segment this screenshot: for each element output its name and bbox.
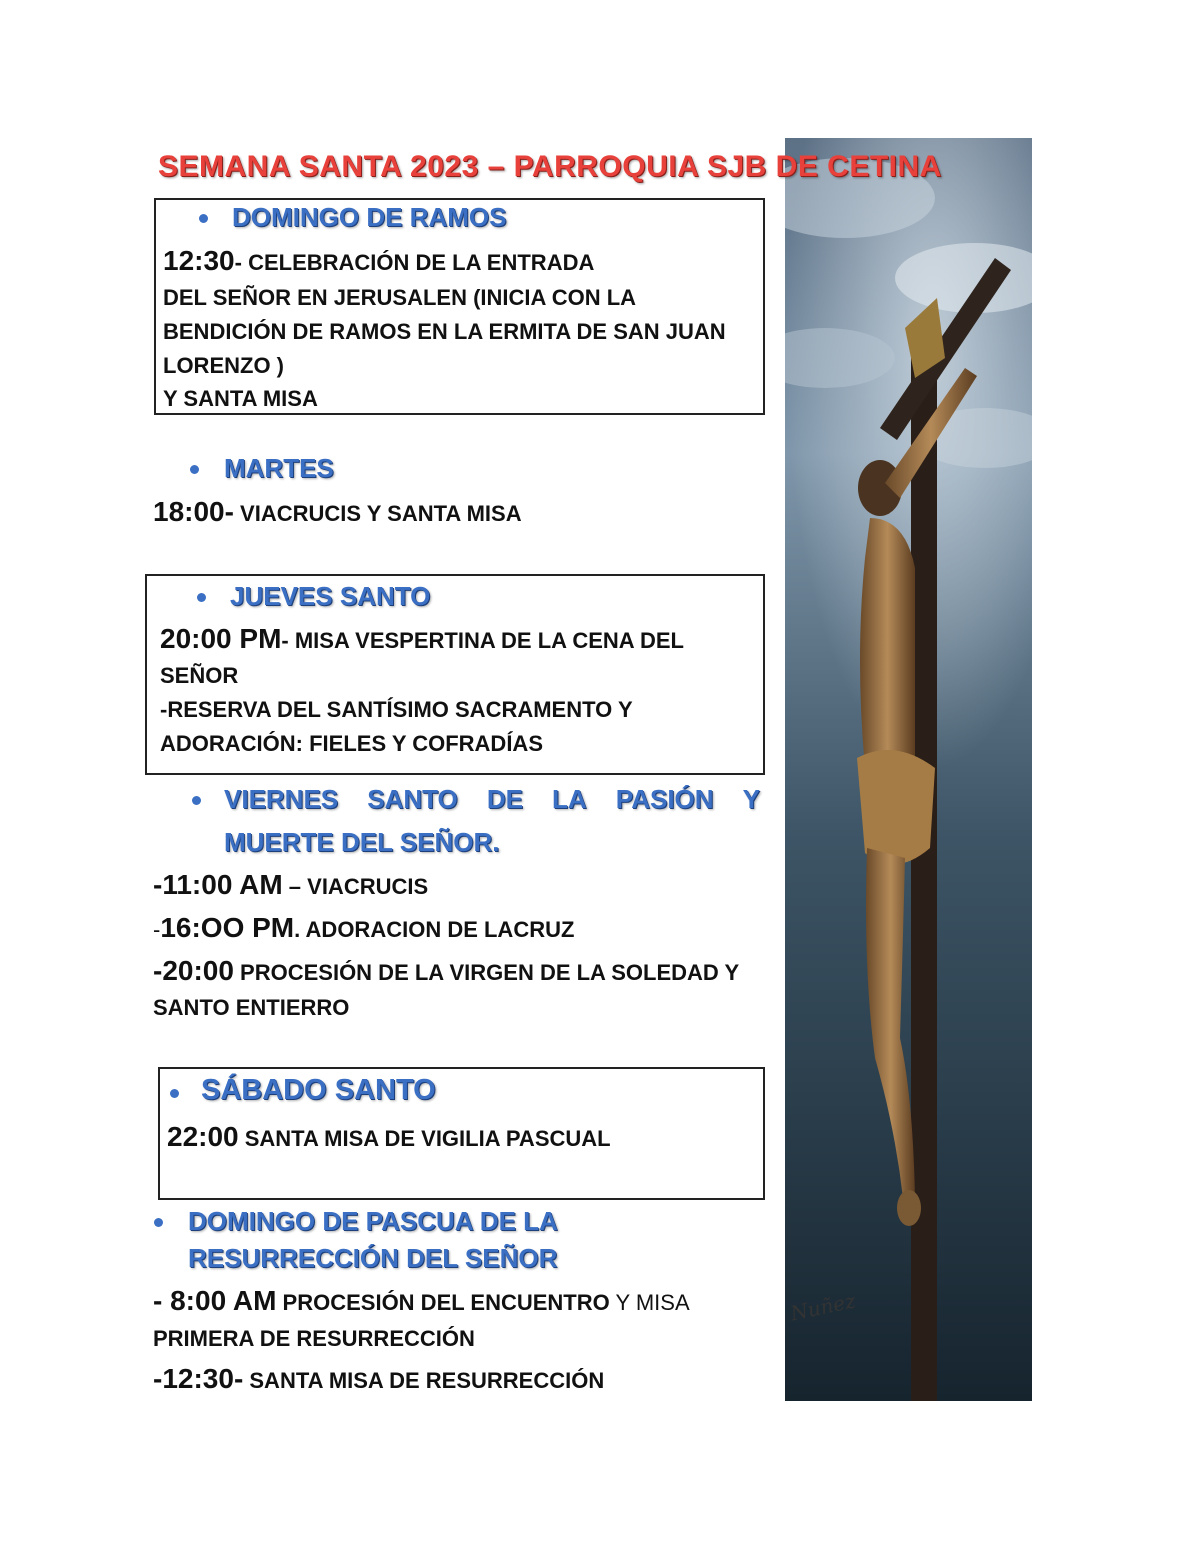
pascua-item-2: -12:30- SANTA MISA DE RESURRECCIÓN [153,1363,605,1394]
jueves-santo-heading: JUEVES SANTO [230,581,431,611]
viernes-item-1: -11:00 AM – VIACRUCIS [153,869,429,900]
crucifix-image [785,138,1032,1401]
sabado-line: 22:00 SANTA MISA DE VIGILIA PASCUAL [167,1121,611,1152]
jueves-line-2: SEÑOR [160,663,239,688]
viernes-heading-line-2: MUERTE DEL SEÑOR. [224,827,500,857]
bullet-icon [190,465,199,474]
domingo-ramos-line-1: 12:30- CELEBRACIÓN DE LA ENTRADA [163,245,595,276]
jueves-line-1: 20:00 PM- MISA VESPERTINA DE LA CENA DEL [160,623,684,654]
sabado-santo-heading: SÁBADO SANTO [201,1074,436,1106]
domingo-ramos-heading: DOMINGO DE RAMOS [232,202,507,232]
domingo-ramos-line-2: DEL SEÑOR EN JERUSALEN (INICIA CON LA [163,285,637,310]
domingo-ramos-line-5: Y SANTA MISA [163,386,318,411]
viernes-item-3-line-2: SANTO ENTIERRO [153,995,350,1020]
bullet-icon [170,1089,179,1098]
bullet-icon [154,1218,163,1227]
martes-line: 18:00- VIACRUCIS Y SANTA MISA [153,496,522,527]
viernes-item-3: -20:00 PROCESIÓN DE LA VIRGEN DE LA SOLEDAD Y [153,955,740,986]
bullet-icon [197,593,206,602]
pascua-item-1-line-2: PRIMERA DE RESURRECCIÓN [153,1326,475,1351]
domingo-ramos-line-3: BENDICIÓN DE RAMOS EN LA ERMITA DE SAN JUAN [163,319,726,344]
bullet-icon [192,796,201,805]
pascua-item-1: - 8:00 AM PROCESIÓN DEL ENCUENTRO Y MISA [153,1285,690,1316]
pascua-heading-line-2: RESURRECCIÓN DEL SEÑOR [188,1243,558,1273]
domingo-ramos-line-4: LORENZO ) [163,353,284,378]
viernes-heading: VIERNES SANTO DE LA PASIÓN Y [224,784,760,814]
jueves-line-4: ADORACIÓN: FIELES Y COFRADÍAS [160,731,543,756]
martes-heading: MARTES [224,453,334,483]
page-title: SEMANA SANTA 2023 – PARROQUIA SJB DE CETINA [158,150,942,183]
jueves-line-3: -RESERVA DEL SANTÍSIMO SACRAMENTO Y [160,697,633,722]
bullet-icon [199,214,208,223]
viernes-item-2: -16:OO PM. ADORACION DE LACRUZ [153,912,575,943]
pascua-heading: DOMINGO DE PASCUA DE LA [188,1206,558,1236]
signature: Nuñez [788,1288,858,1326]
